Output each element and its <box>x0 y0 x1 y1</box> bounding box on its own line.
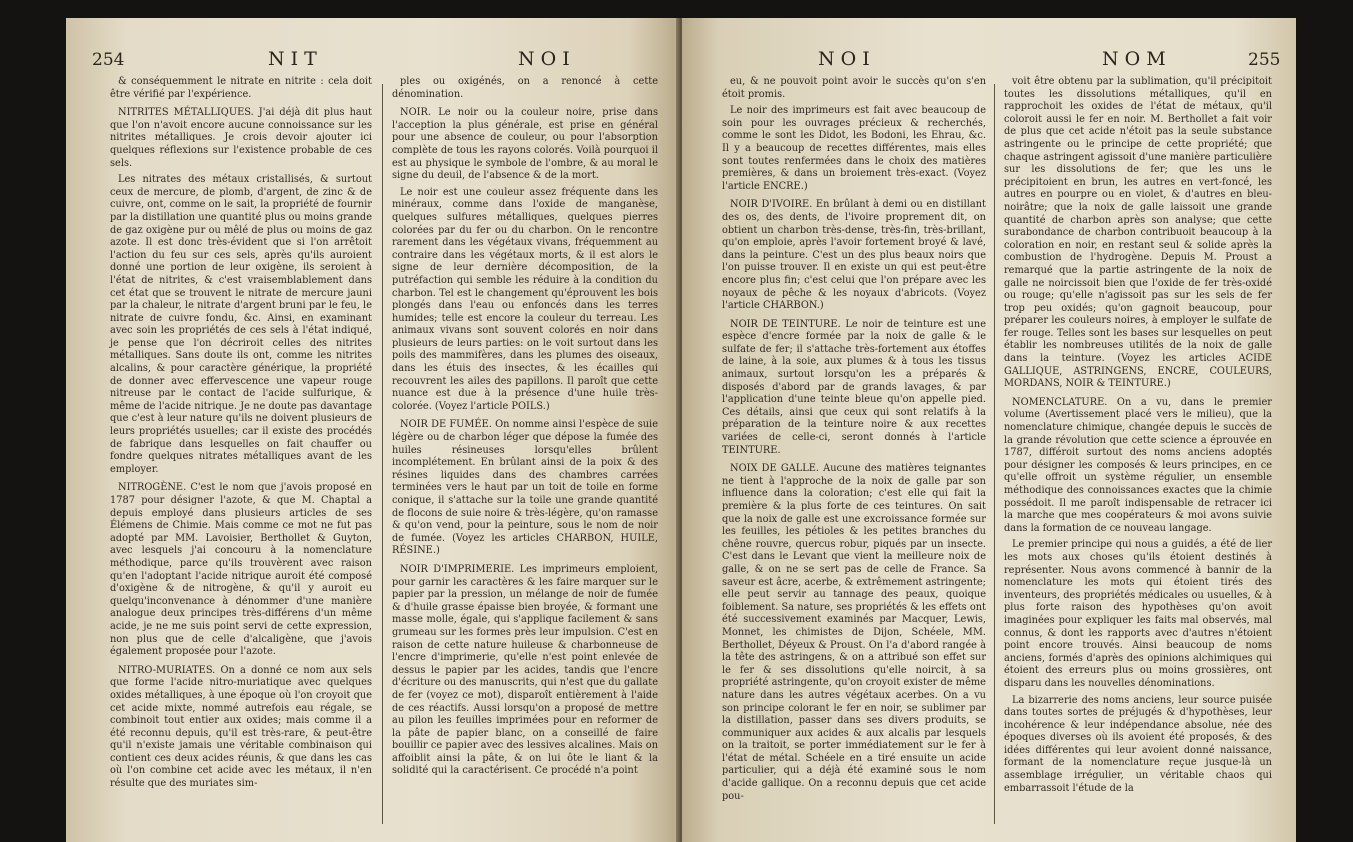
left-column-2 <box>392 76 658 836</box>
paragraph: ples ou oxigénés, on a renoncé à cette dénomination. <box>392 76 658 100</box>
paragraph: NOIR. Le noir ou la couleur noire, prise dans l'acception la plus générale, est prise en général pour une absence de couleur, ou pour l'absorption complète de tous les rayons colorés. Voilà pourquoi il est au physique le symbole de l'ombre, & au moral le signe du deuil, de l'absence & de la mort. <box>392 107 658 182</box>
left-column-1 <box>110 76 372 836</box>
paragraph: NITROGÈNE. C'est le nom que j'avois proposé en 1787 pour désigner l'azote, & que M. Chaptal a depuis employé dans plusieurs articles de ses Élémens de Chimie. Mais comme ce mot ne fut pas adopté par MM. Lavoisier, Berthollet & Guyton, avec lesquels j'ai concouru à la nomenclature méthodique, parce qu'ils trouvèrent avec raison qu'en l'adoptant l'acide nitrique auroit été composé d'oxigène & de nitrogène, & qu'il y auroit eu quelqu'inconvenance à dénommer d'une manière analogue deux principes très-différens d'un même acide, je ne me suis point servi de cette expression, non plus que de celle d'alcaligène, que j'avois également proposée pour l'azote. <box>110 482 372 658</box>
right-header-left: NOI <box>818 48 876 70</box>
paragraph: NITRITES MÉTALLIQUES. J'ai déjà dit plus haut que l'on n'avoit encore aucune connoissance sur les nitrites métalliques. Je crois devoir ajouter ici quelques réflexions sur l'existence probable de ces sels. <box>110 107 372 169</box>
paragraph: Le noir est une couleur assez fréquente dans les minéraux, comme dans l'oxide de manganèse, quelques sulfures métalliques, quelques pierres colorées par du fer ou du charbon. On le rencontre rarement dans les végétaux vivans, fréquemment au contraire dans les végétaux morts, & il est alors le signe de leur dernière décomposition, de la putréfaction qui semble les réduire à la condition du charbon. Tel est le changement qu'éprouvent les bois plongés dans l'eau ou enfoncés dans les terres humides; telle est encore la couleur du terreau. Les animaux vivans sont souvent colorés en noir dans plusieurs de leurs parties: on le voit surtout dans les poils des mammifères, dans les plumes des oiseaux, dans les étuis des insectes, & les écailles qui recouvrent les ailes des papillons. Il paroît que cette nuance est due à la présence d'une huile très-colorée. (Voyez l'article POILS.) <box>392 186 658 412</box>
paragraph: NOIR DE FUMÉE. On nomme ainsi l'espèce de suie légère ou de charbon léger que dépose la fumée des huiles résineuses lorsqu'elles brûlent incomplétement. En brûlant ainsi de la poix & des résines liquides dans des chambres carrées terminées vers le haut par un toit de toile en forme conique, il s'attache sur la toile une grande quantité de flocons de suie noire & très-légère, qu'on ramasse & qu'on vend, pour la peinture, sous le nom de noir de fumée. (Voyez les articles CHARBON, HUILE, RÉSINE.) <box>392 419 658 557</box>
paragraph: NOIR D'IVOIRE. En brûlant à demi ou en distillant des os, des dents, de l'ivoire proprement dit, on obtient un charbon très-dense, très-fin, très-brillant, qu'on emploie, après l'avoir fortement broyé & lavé, dans la peinture. C'est un des plus beaux noirs que l'on puisse trouver. Il en existe un qui est peut-être encore plus fin; c'est celui que l'on prépare avec les noyaux de pêche & les noyaux d'abricots. (Voyez l'article CHARBON.) <box>722 199 986 312</box>
paragraph: NOIR D'IMPRIMERIE. Les imprimeurs emploient, pour garnir les caractères & les faire marquer sur le papier par la pression, un mélange de noir de fumée & d'huile grasse épaisse bien broyée, & formant une masse molle, égale, qui s'applique facilement & sans grumeau sur les formes près leur impulsion. C'est en raison de cette nature huileuse & charbonneuse de l'encre d'imprimerie, qu'elle n'est point enlevée de dessus le papier par les acides, tandis que l'encre d'écriture ou des manuscrits, qui n'est que du gallate de fer (voyez ce mot), disparoît entièrement à l'aide de ces réactifs. Aussi lorsqu'on a proposé de mettre au pilon les feuilles imprimées pour en reformer de la pâte de papier blanc, on a conseillé de faire bouillir ce papier avec des lessives alcalines. Mais on affoiblit ainsi la pâte, & on lui ôte le liant & la solidité qui la caractérisent. Ce procédé n'a point <box>392 563 658 777</box>
paragraph: & conséquemment le nitrate en nitrite : cela doit être vérifié par l'expérience. <box>110 76 372 100</box>
right-header-group <box>1248 48 1280 70</box>
paragraph: NOIR DE TEINTURE. Le noir de teinture est une espèce d'encre formée par la noix de galle & le sulfate de fer; il s'attache très-fortement aux étoffes de laine, à la soie, aux plumes & à tous les tissus animaux, surtout lorsqu'on les a préparés & disposés d'abord par de grands lavages, & par l'application d'une teinte bleue qu'on appelle pied. Ces détails, ainsi que ceux qui sont relatifs à la préparation de la teinture noire & aux recettes variées de celle-ci, seront donnés à l'article TEINTURE. <box>722 318 986 456</box>
right-column-1 <box>722 76 986 836</box>
paragraph: Les nitrates des métaux cristallisés, & surtout ceux de mercure, de plomb, d'argent, de zinc & de cuivre, ont, comme on le sait, la propriété de fournir par la distillation une quantité plus ou moins grande de gaz oxigène pur ou mêlé de plus ou moins de gaz azote. Il est donc très-évident que si l'on arrêtoit l'action du feu sur ces sels, après qu'ils auroient donné une portion de leur oxigène, ils seroient à l'état de nitrites, & c'est vraisemblablement dans cet état que se trouvent le nitrate de mercure jauni par la chaleur, le nitrate d'argent bruni par le feu, le nitrate de cuivre fondu, &c. Ainsi, en examinant avec soin les propriétés de ces sels à l'état indiqué, je pense que l'on décriroit celles des nitrites métalliques. Sans doute ils ont, comme les nitrites alcalins, & pour caractère générique, la propriété de donner avec effervescence une vapeur rouge nitreuse par le contact de l'acide sulfurique, & même de l'acide nitrique. Je ne doute pas davantage que c'est à leur nature qu'ils ne doivent plusieurs de leurs propriétés usuelles; car il existe des procédés de fabrique dans lesquelles on fait chauffer ou fondre quelques nitrates métalliques avant de les employer. <box>110 174 372 475</box>
paragraph: NITRO-MURIATES. On a donné ce nom aux sels que forme l'acide nitro-muriatique avec quelques oxides métalliques, à une époque où l'on croyoit que cet acide mixte, nommé autrefois eau régale, se combinoit tout entier aux oxides; mais comme il a été reconnu depuis, qu'il est très-rare, & peut-être qu'il n'existe jamais une véritable combinaison qui contient ces deux acides réunis, & que dans les cas où l'on combine cet acide avec les métaux, il n'en résulte que des muriates sim- <box>110 664 372 790</box>
right-header-right: NOM <box>1102 48 1172 70</box>
left-page-number: 254 <box>92 50 125 70</box>
column-rule <box>994 84 995 824</box>
right-page-number: 255 <box>1248 50 1281 70</box>
paragraph: Le premier principe qui nous a guidés, a été de lier les mots aux choses qu'ils étoient destinés à représenter. Nous avons commencé à bannir de la nomenclature les mots qui étoient tirés des inventeurs, des propriétés médicales ou usuelles, & à plus forte raison des hypothèses qu'on avoit imaginées pour expliquer les faits mal observés, mal connus, & dont les rapports avec d'autres n'étoient point encore trouvés. Ainsi beaucoup de noms anciens, formés d'après des opinions alchimiques qui étoient des erreurs plus ou moins grossières, ont disparu dans les nouvelles dénominations. <box>1004 539 1272 689</box>
left-header-right: NOI <box>518 48 576 70</box>
left-header-left: NIT <box>268 48 323 70</box>
left-page <box>66 18 678 842</box>
right-column-2 <box>1004 76 1272 836</box>
left-header-group <box>92 48 124 70</box>
paragraph: Le noir des imprimeurs est fait avec beaucoup de soin pour les ouvrages précieux & recherchés, comme le sont les Didot, les Bodoni, les Ehrau, &c. Il y a beaucoup de recettes différentes, mais elles sont toutes renfermées dans le choix des matières premières, & dans un broiement très-exact. (Voyez l'article ENCRE.) <box>722 105 986 192</box>
paragraph: eu, & ne pouvoit point avoir le succès qu'on s'en étoit promis. <box>722 76 986 100</box>
right-page <box>682 18 1296 842</box>
paragraph: La bizarrerie des noms anciens, leur source puisée dans toutes sortes de préjugés & d'hypothèses, leur incohérence & leur indépendance absolue, née des époques diverses où ils avoient été proposés, & des idées différentes qui leur avoient donné naissance, formant de la nomenclature reçue jusque-là un assemblage irrégulier, un véritable chaos qui embarrassoit l'étude de la <box>1004 694 1272 794</box>
paragraph: NOIX DE GALLE. Aucune des matières teignantes ne tient à l'approche de la noix de galle par son influence dans la coloration; c'est elle qui fait la première & la plus forte de ces teintures. On sait que la noix de galle est une excroissance formée sur les feuilles, les pétioles & les petites branches du chêne rouvre, quercus robur, piqués par un insecte. C'est dans le Levant que vient la meilleure noix de galle, & on ne se sert pas de celle de France. Sa saveur est âcre, acerbe, & extrêmement astringente; elle peut servir au tannage des peaux, quoique foiblement. Sa nature, ses propriétés & les effets ont été successivement examinés par Macquer, Lewis, Monnet, les chimistes de Dijon, Schéele, MM. Berthollet, Déyeux & Proust. On l'a d'abord rangée à la tête des astringens, & on a attribué son effet sur le fer & ses dissolutions qu'elle noircit, à sa propriété astringente, qu'on croyoit exister de même nature dans les autres végétaux acerbes. On a vu son principe colorant le fer en noir, se sublimer par la distillation, passer dans ses divers produits, se communiquer aux acides & aux alcalis par lesquels on la traitoit, se porter immédiatement sur le fer à l'état de métal. Schéele en a tiré ensuite un acide particulier, qui a déjà été examiné sous le nom d'acide gallique. On a reconnu depuis que cet acide pou- <box>722 463 986 802</box>
paragraph: NOMENCLATURE. On a vu, dans le premier volume (Avertissement placé vers le milieu), que la nomenclature chimique, changée depuis le succès de la grande révolution que cette science a éprouvée en 1787, différoit surtout des noms anciens adoptés pour désigner les composés & leurs principes, en ce qu'elle offroit un système régulier, un ensemble méthodique des connoissances exactes que la chimie possédoit. Il me paroît indispensable de retracer ici la marche que mes coopérateurs & moi avons suivie dans la formation de ce nouveau langage. <box>1004 396 1272 534</box>
paragraph: voit être obtenu par la sublimation, qu'il précipitoit toutes les dissolutions métalliques, qu'il en rapprochoit les oxides de l'état de métaux, qu'il coloroit aussi le fer en noir. M. Berthollet a fait voir de plus que cet acide n'étoit pas la seule substance astringente ou le principe de cette propriété; que chaque astringent agissoit d'une manière particulière sur les dissolutions de fer; que les uns le précipitoient en brun, les autres en vert-foncé, les autres en pourpre ou en violet, & d'autres en bleu-noirâtre; que la noix de galle laissoit une grande quantité de charbon après son analyse; que cette surabondance de charbon contribuoit beaucoup à la coloration en noir, en restant seul & solide après la combustion de l'hydrogène. Depuis M. Proust a remarqué que la partie astringente de la noix de galle ne noircissoit bien que l'oxide de fer très-oxidé ou rouge; qu'elle n'agissoit pas sur les sels de fer trop peu oxidés; qu'on gagnoit beaucoup, pour préparer les couleurs noires, à employer le sulfate de fer rouge. Telles sont les bases sur lesquelles on peut établir les nombreuses utilités de la noix de galle dans la teinture. (Voyez les articles ACIDE GALLIQUE, ASTRINGENS, ENCRE, COULEURS, MORDANS, NOIR & TEINTURE.) <box>1004 76 1272 390</box>
column-rule <box>382 84 383 824</box>
